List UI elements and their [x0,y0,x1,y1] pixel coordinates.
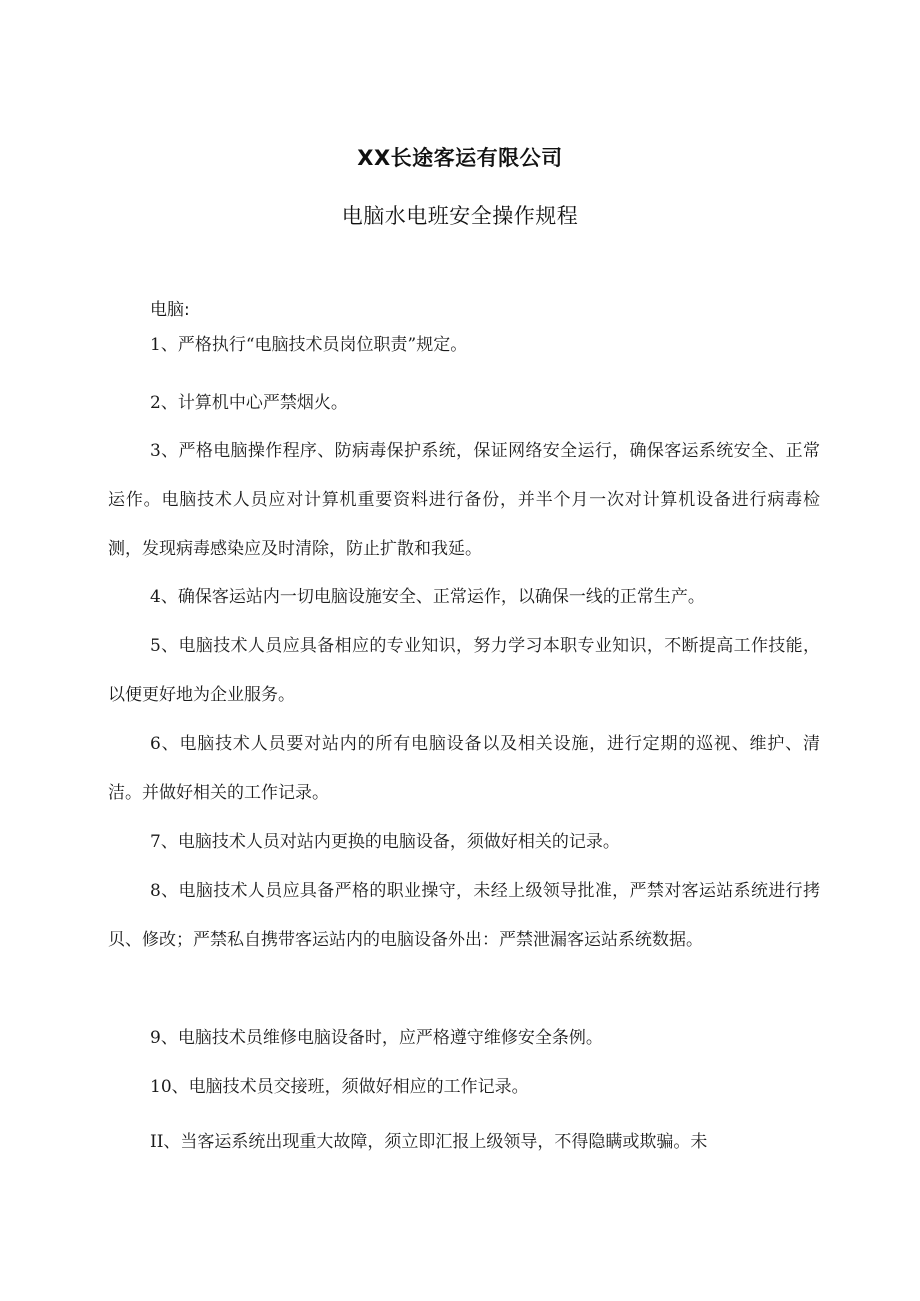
regulation-item-9: 9、电脑技术员维修电脑设备时，应严格遵守维修安全条例。 [150,1028,603,1048]
regulation-item-3: 3、严格电脑操作程序、防病毒保护系统，保证网络安全运行，确保客运系统安全、正常运作。电脑技术人员应对计算机重要资料进行备份，并半个月一次对计算机设备进行病毒检测，发现病毒感染应及时清除，防止扩散和我延。 [108,441,820,559]
regulation-item-10: 10、电脑技术员交接班，须做好相应的工作记录。 [150,1077,529,1097]
regulation-item-4: 4、确保客运站内一切电脑设施安全、正常运作，以确保一线的正常生产。 [150,587,705,607]
regulation-item-6: 6、电脑技术人员要对站内的所有电脑设备以及相关设施，进行定期的巡视、维护、清洁。并做好相关的工作记录。 [108,734,820,803]
regulation-item-1: 1、严格执行“电脑技术员岗位职责”规定。 [150,335,468,355]
regulation-item-5: 5、电脑技术人员应具备相应的专业知识，努力学习本职专业知识，不断提高工作技能，以便更好地为企业服务。 [108,636,820,705]
regulation-item-8: 8、电脑技术人员应具备严格的职业操守，未经上级领导批准，严禁对客运站系统进行拷贝、修改；严禁私自携带客运站内的电脑设备外出：严禁泄漏客运站系统数据。 [108,881,820,950]
section-label-computer: 电脑: [150,300,190,320]
company-name-heading: XX长途客运有限公司 [357,146,563,170]
regulation-item-2: 2、计算机中心严禁烟火。 [150,393,348,413]
regulation-item-7: 7、电脑技术人员对站内更换的电脑设备，须做好相关的记录。 [150,832,620,852]
regulation-item-11: II、当客运系统出现重大故障，须立即汇报上级领导，不得隐瞒或欺骗。未 [150,1132,708,1152]
document-title-heading: 电脑水电班安全操作规程 [341,204,579,228]
